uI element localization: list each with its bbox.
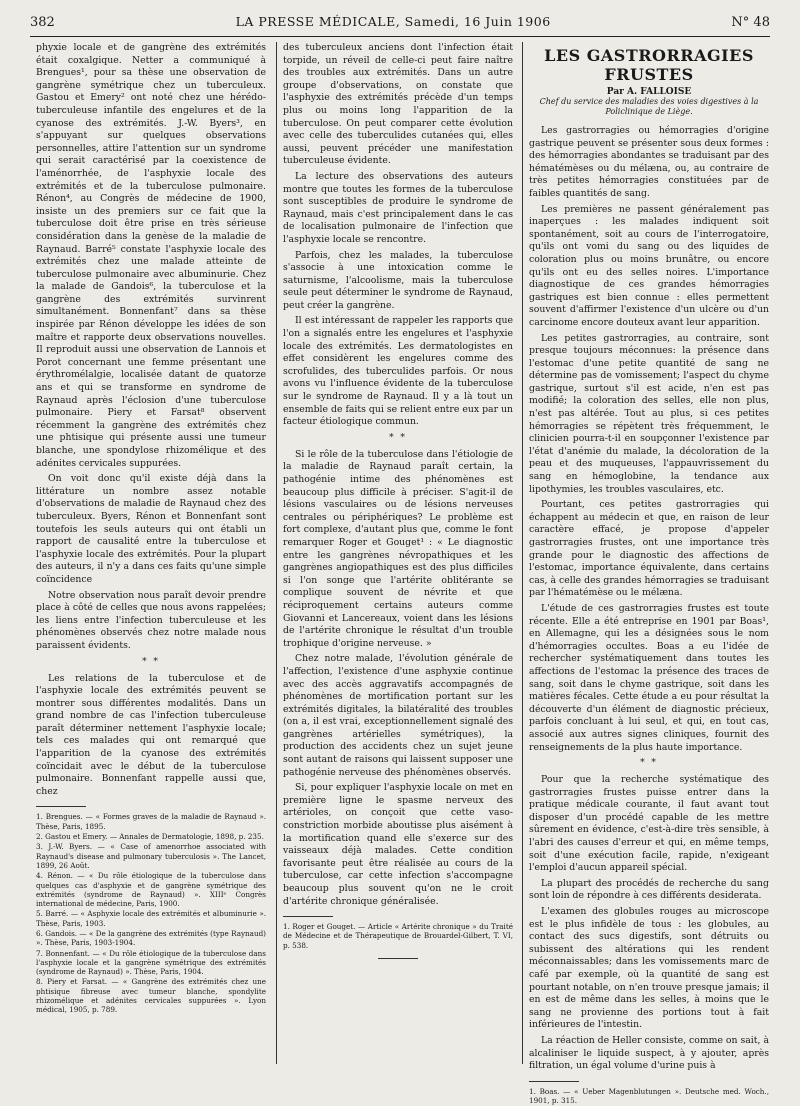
paragraph: Pourtant, ces petites gastrorragies qui échappent au médecin et que, en raison de leur caractère effacé, je propose d'appeler gastrorragies frustes, ont une importance très grande pour le diagnostic des affections de l'estomac, importance équivalente, dans certains cas, à celle des grandes hémorragies se traduisant par l'hématémèse ou le mélæna. — [529, 499, 769, 599]
paragraph: Les petites gastrorragies, au contraire, sont presque toujours méconnues: la présence dans l'estomac d'une petite quantité de sang ne détermine pas de vomissement; l'aspect du chyme gastrique, surtout s'il est acide, n'en est pas modifié; la coloration des selles, elle non plus, n'est pas altérée. Tout au plus, si ces petites hémorragies se répètent très fréquemment, le clinicien pourra-t-il en soupçonner l'existence par l'état d'anémie du malade, la décoloration de la peau et des muqueuses, l'appauvrissement du sang en hémoglobine, la tendance aux lipothymies, les troubles vasculaires, etc. — [529, 332, 769, 495]
section-separator: * * — [389, 432, 407, 443]
article-title: LES GASTRORRAGIES FRUSTES — [544, 46, 754, 84]
footnote: 5. Barré. — « Asphyxie locale des extrémités et albuminurie ». Thèse, Paris, 1903. — [36, 909, 266, 928]
paragraph: Si, pour expliquer l'asphyxie locale on met en première ligne le spasme nerveux des artérioles, on conçoit que cette vaso-constriction morbide aboutisse plus aisément à la mortification quand elle s'exerce sur des vaisseaux déjà malades. Cette condition favorisante peut être réalisée au cours de la tuberculose, car cette infection s'accompagne beaucoup plus souvent qu'on ne le croit d'artérite chronique généralisée. — [283, 782, 513, 907]
paragraph: Les relations de la tuberculose et de l'asphyxie locale des extrémités peuvent se montrer sous différentes modalités. Dans un grand nombre de cas l'infection tuberculeuse paraît déterminer nettement l'asphyxie locale; tels ces malades qui ont remarqué que l'apparition de la cyanose des extrémités coïncidait avec le début de la tuberculose pulmonaire. Bonnenfant rappelle aussi que, chez — [36, 672, 266, 797]
paragraph: La réaction de Heller consiste, comme on sait, à alcaliniser le liquide suspect, à y ajouter, après filtration, un égal volume d'urine puis à — [529, 1034, 769, 1072]
section-separator: * * — [640, 758, 658, 769]
paragraph: Chez notre malade, l'évolution générale de l'affection, l'existence d'une asphyxie continue avec des accès aggravatifs accompagnés de phénomènes de mortification portant sur les extrémités digitales, la bilatéralité des troubles (on a, il est vrai, exceptionnellement signalé des gangrènes artérielles symétriques), la production des accidents chez un sujet jeune sont autant de raisons qui laissent supposer une pathogénie nerveuse des phénomènes observés. — [283, 653, 513, 778]
column-3 — [529, 42, 769, 1106]
paragraph: La plupart des procédés de recherche du sang sont loin de répondre à ces différents desiderata. — [529, 877, 769, 902]
article-author: Par A. FALLOISE — [606, 87, 692, 97]
paragraph: On voit donc qu'il existe déjà dans la littérature un nombre assez notable d'observations de maladie de Raynaud chez des tuberculeux. Byers, Rénon et Bonnenfant sont toutefois les seuls auteurs qui ont établi un rapport de causalité entre la tuberculose et l'asphyxie locale des extrémités. Pour la plupart des auteurs, il n'y a dans ces faits qu'une simple coïncidence — [36, 473, 266, 585]
article-affiliation: Chef du service des maladies des voies digestives à la Policlinique de Liège. — [539, 97, 759, 116]
footnote: 1. Brengues. — « Formes graves de la maladie de Raynaud ». Thèse, Paris, 1895. — [36, 812, 266, 831]
footnote: 7. Bonnenfant. — « Du rôle étiologique de la tuberculose dans l'asphyxie locale et la gangrène symétrique des extrémités (syndrome de Raynaud) ». Thèse, Paris, 1904. — [36, 948, 266, 977]
paragraph: Notre observation nous paraît devoir prendre place à côté de celles que nous avons rappelées; les liens entre l'infection tuberculeuse et les phénomènes observés chez notre malade nous paraissent évidents. — [36, 589, 266, 651]
footnote: 1. Roger et Gouget. — Article « Artérite chronique » du Traité de Médecine et de Thérapeutique de Brouardel-Gilbert, T. VI, p. 538. — [283, 922, 513, 950]
paragraph: L'étude de ces gastrorragies frustes est toute récente. Elle a été entreprise en 1901 par Boas¹, en Allemagne, qui les a désignées sous le nom d'hémorragies occultes. Boas a eu l'idée de rechercher systématiquement dans toutes les affections de l'estomac la présence des traces de sang, soit dans le chyme gastrique, soit dans les matières fécales. Cette étude a eu pour résultat la découverte d'un élément de diagnostic précieux, parfois concluant à lui seul, et qui, en tout cas, associé aux autres signes cliniques, fournit des renseignements de la plus haute importance. — [529, 602, 769, 753]
paragraph: phyxie locale et de gangrène des extrémités était coxalgique. Netter a communiqué à Brengues¹, pour sa thèse une observation de gangrène symétrique chez un tuberculeux. Gastou et Emery² ont noté chez une hérédo-tuberculeuse infantile des engelures et de la cyanose des extrémités. J.-W. Byers³, en s'appuyant sur quelques observations personnelles, attire l'attention sur un syndrome qui serait caractérisé par la coexistence de l'aménorrhée, de l'asphyxie locale des extrémités et de la tuberculose pulmonaire. Rénon⁴, au Congrès de médecine de 1900, insiste un des premiers sur ce fait que la tuberculose doit être prise en très sérieuse considération dans la genèse de la maladie de Raynaud. Barré⁵ constate l'asphyxie locale des extrémités chez une malade atteinte de tuberculose pulmonaire avec albuminurie. Chez la malade de Gandois⁶, la tuberculose et la gangrène des extrémités survinrent simultanément. Bonnenfant⁷ dans sa thèse inspirée par Rénon développe les idées de son maître et rapporte deux observations nouvelles. Il reproduit aussi une observation de Lannois et Porot concernant une femme présentant une érythromélalgie, localisée datant de quatorze ans et qui se transforme en syndrome de Raynaud après l'éclosion d'une tuberculose pulmonaire. Piery et Farsat⁸ observent récemment la gangrène des extrémités chez une phtisique qui présente aussi une tumeur blanche, une spondylose rhizomélique et des adénites cervicales suppurées. — [36, 42, 266, 469]
issue-number: N° 48 — [731, 15, 770, 30]
paragraph: Pour que la recherche systématique des gastrorragies frustes puisse entrer dans la pratique médicale courante, il faut avant tout disposer d'un procédé capable de les mettre sûrement en évidence, c'est-à-dire très sensible, à l'abri des causes d'erreur et qui, en même temps, soit d'une exécution facile, rapide, n'exigeant l'emploi d'aucun appareil spécial. — [529, 774, 769, 874]
footnote: 2. Gastou et Emery. — Annales de Dermatologie, 1898, p. 235. — [36, 832, 264, 842]
footnote-rule — [36, 806, 86, 807]
footnote: 4. Rénon. — « Du rôle étiologique de la tuberculose dans quelques cas d'asphyxie et de gangrène symétrique des extrémités (syndrome de Raynaud) ». XIIIᵉ Congrès international de médecine, Paris, 1900. — [36, 871, 266, 909]
section-separator: * * — [142, 656, 160, 667]
column-divider — [522, 42, 523, 1064]
paragraph: Il est intéressant de rappeler les rapports que l'on a signalés entre les engelures et l'asphyxie locale des extrémités. Les dermatologistes en effet considèrent les engelures comme des scrofulides, des tuberculides parfois. Or nous avons vu l'influence évidente de la tuberculose sur le syndrome de Raynaud. Il y a là tout un ensemble de faits qui se relient entre eux par un facteur étiologique commun. — [283, 315, 513, 428]
header-rule — [30, 36, 770, 37]
footnote: 3. J.-W. Byers. — « Case of amenorrhoe associated with Raynaud's disease and pulmonary tuberculosis ». The Lancet, 1899, 26 Août. — [36, 842, 266, 870]
paragraph: Les premières ne passent généralement pas inaperçues : les malades indiquent soit spontanément, soit au cours de l'interrogatoire, qu'ils ont vomi du sang ou des liquides de coloration plus ou moins brunâtre, ou encore qu'ils ont eu des selles noires. L'importance diagnostique de ces grandes hémorragies gastriques est bien connue : elles permettent souvent d'affirmer l'existence d'un ulcère ou d'un carcinome encore douteux avant leur apparition. — [529, 203, 769, 328]
paragraph: Parfois, chez les malades, la tuberculose s'associe à une intoxication comme le saturnisme, l'alcoolisme, mais la tuberculose seule peut déterminer le syndrome de Raynaud, peut créer la gangrène. — [283, 249, 513, 311]
paragraph: Les gastrorragies ou hémorragies d'origine gastrique peuvent se présenter sous deux formes : des hémorragies abondantes se traduisant par des hématémèses ou du mélæna, ou, au contraire de très petites hémorragies constituées par de faibles quantités de sang. — [529, 125, 769, 199]
paragraph: La lecture des observations des auteurs montre que toutes les formes de la tuberculose sont susceptibles de produire le syndrome de Raynaud, mais c'est principalement dans le cas de localisation pulmonaire de l'infection que l'asphyxie locale se rencontre. — [283, 170, 513, 245]
column-2 — [283, 42, 513, 959]
footnote: 1. Boas. — « Ueber Magenblutungen ». Deutsche med. Woch., 1901, p. 315. — [529, 1086, 769, 1106]
paragraph: L'examen des globules rouges au microscope est le plus infidèle de tous : les globules, au contact des sucs digestifs, sont détruits ou subissent des altérations qui les rendent méconnaissables; dans les vomissements marc de café par exemple, où la quantité de sang est pourtant notable, on n'en trouve presque jamais; il en est de même dans les selles, à moins que le sang ne provienne des portions tout à fait inférieures de l'intestin. — [529, 906, 769, 1031]
footnote: 6. Gandois. — « De la gangrène des extrémités (type Raynaud) ». Thèse, Paris, 1903-1904. — [36, 929, 266, 948]
paragraph: Si le rôle de la tuberculose dans l'étiologie de la maladie de Raynaud paraît certain, la pathogénie intime des phénomènes est beaucoup plus difficile à préciser. S'agit-il de lésions vasculaires ou de lésions nerveuses centrales ou périphériques? Le problème est fort complexe, d'autant plus que, comme le font remarquer Roger et Gouget¹ : « Le diagnostic entre les gangrènes névropathiques et les gangrènes angiopathiques est des plus difficiles si l'on songe que l'artérite oblitérante se complique souvent de névrite et que réciproquement certains auteurs comme Giovanni et Lancereaux, voient dans les lésions de l'artérite chronique le résultat d'un trouble trophique d'origine nerveuse. » — [283, 448, 513, 649]
journal-title: LA PRESSE MÉDICALE, Samedi, 16 Juin 1906 — [235, 14, 551, 29]
column-divider — [276, 42, 277, 1064]
column-1 — [36, 42, 266, 1016]
footnote-rule — [283, 916, 333, 917]
page-number: 382 — [30, 15, 55, 30]
paragraph: des tuberculeux anciens dont l'infection était torpide, un réveil de celle-ci peut faire naître des troubles aux extrémités. Dans un autre groupe d'observations, on constate que l'asphyxie des extrémités précède d'un temps plus ou moins long l'apparition de la tuberculose. On peut comparer cette évolution avec celle des tuberculides cutanées qui, elles aussi, peuvent précéder une manifestation tuberculeuse évidente. — [283, 42, 513, 167]
end-rule — [378, 958, 418, 959]
page-header — [30, 14, 770, 34]
footnote: 8. Piery et Farsat. — « Gangrène des extrémités chez une phtisique fibreuse avec tumeur blanche, spondylite rhizomélique et adénites cervicales suppurées ». Lyon médical, 1905, p. 789. — [36, 977, 266, 1015]
